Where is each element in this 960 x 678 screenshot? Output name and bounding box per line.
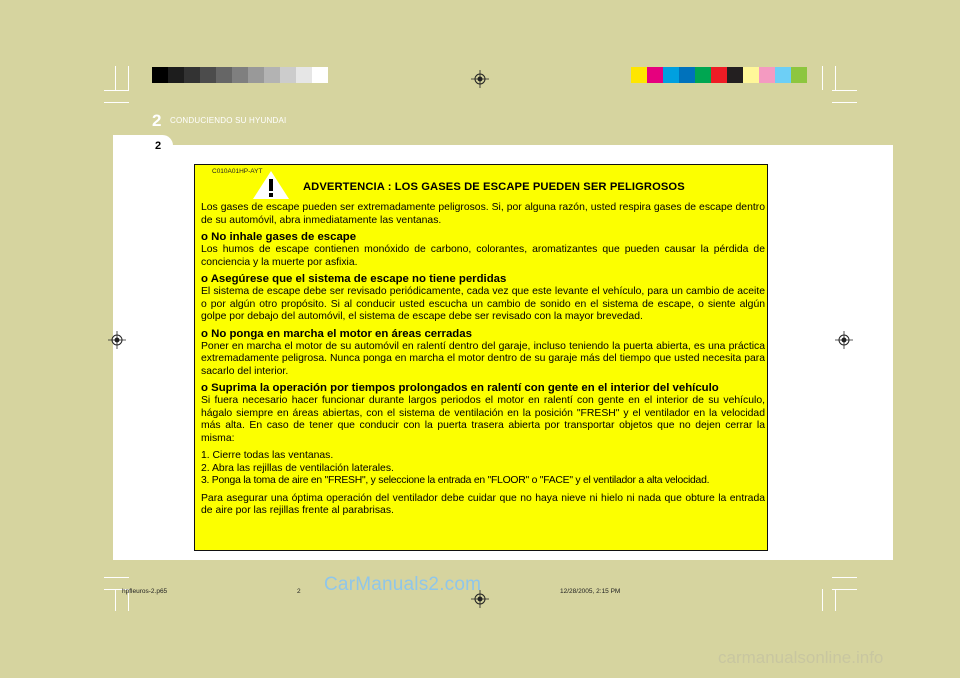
warning-closing: Para asegurar una óptima operación del ventilador debe cuidar que no haya nieve ni hielo ni nada que obture la entrada de aire por las rejillas frente al parabrisas. [201, 492, 765, 516]
crop-mark [128, 66, 129, 90]
warning-intro: Los gases de escape pueden ser extremadamente peligrosos. Si, por alguna razón, usted respira gases de escape dentro de su automóvil, abra inmediatamente las ventanas. [201, 202, 765, 226]
color-swatch [647, 67, 663, 83]
color-swatch [775, 67, 791, 83]
crop-mark [835, 589, 836, 611]
warning-title: ADVERTENCIA : LOS GASES DE ESCAPE PUEDEN SER PELIGROSOS [303, 181, 685, 193]
chapter-tab [113, 135, 173, 156]
crop-mark [115, 66, 116, 90]
crop-mark [104, 102, 129, 103]
process-color-bar [631, 67, 807, 83]
color-swatch [743, 67, 759, 83]
section-heading: o No inhale gases de escape [201, 231, 357, 243]
crop-mark [115, 589, 116, 611]
color-swatch [232, 67, 248, 83]
color-swatch [264, 67, 280, 83]
grayscale-color-bar [152, 67, 328, 83]
step-item: 2. Abra las rejillas de ventilación laterales. [201, 462, 394, 474]
step-item: 1. Cierre todas las ventanas. [201, 450, 334, 461]
color-swatch [200, 67, 216, 83]
section-heading: o No ponga en marcha el motor en áreas cerradas [201, 327, 472, 340]
warning-body [201, 202, 765, 518]
crop-mark [822, 66, 823, 90]
footer-timestamp: 12/28/2005, 2:15 PM [560, 588, 621, 595]
tab-page-number: 2 [155, 140, 162, 152]
color-swatch [695, 67, 711, 83]
footer-filename: hpfleuros-2.p65 [122, 588, 168, 595]
crop-mark [832, 90, 857, 91]
crop-mark [104, 90, 129, 91]
color-swatch [791, 67, 807, 83]
color-swatch [631, 67, 647, 83]
color-swatch [679, 67, 695, 83]
color-swatch [727, 67, 743, 83]
chapter-number: 2 [152, 111, 162, 130]
registration-target-icon [108, 331, 126, 349]
color-swatch [759, 67, 775, 83]
footer-page-number: 2 [297, 588, 301, 595]
color-swatch [216, 67, 232, 83]
section-text: El sistema de escape debe ser revisado periódicamente, cada vez que este levante el vehículo, para un cambio de aceite o por algún otro propósito. Si al conducir usted escucha un cambio de sonido en el sistema de escape, o siente algún golpe por debajo del automóvil, el sistema de escape debe ser revisado con la mayor brevedad. [201, 286, 765, 322]
crop-mark [835, 66, 836, 90]
color-swatch [168, 67, 184, 83]
section-text: Los humos de escape contienen monóxido de carbono, colorantes, aromatizantes que pueden causar la pérdida de conciencia y la muerte por asfixia. [201, 244, 765, 268]
section-code: C010A01HP-AYT [212, 168, 263, 175]
crop-mark [104, 577, 129, 578]
step-item: 3. Ponga la toma de aire en "FRESH", y seleccione la entrada en "FLOOR" o "FACE" y el ventilador a alta velocidad. [201, 475, 710, 486]
color-swatch [296, 67, 312, 83]
registration-target-icon [471, 70, 489, 88]
color-swatch [248, 67, 264, 83]
crop-mark [832, 102, 857, 103]
color-swatch [184, 67, 200, 83]
section-text: Si fuera necesario hacer funcionar durante largos periodos el motor en ralentí con gente en el interior de su vehículo, hágalo siempre en áreas abiertas, con el sistema de ventilación en la posición "FRESH" y el ventilador en la velocidad más alta. En caso de tener que conducir con la puerta trasera abierta por transportar objetos que no dejen cerrar la misma: [201, 395, 765, 444]
chapter-title: CONDUCIENDO SU HYUNDAI [170, 116, 287, 125]
section-heading: o Suprima la operación por tiempos prolongados en ralentí con gente en el interior del vehículo [201, 382, 719, 394]
crop-mark [832, 577, 857, 578]
warning-triangle-icon [252, 170, 290, 200]
color-swatch [663, 67, 679, 83]
registration-target-icon [835, 331, 853, 349]
color-swatch [280, 67, 296, 83]
color-swatch [711, 67, 727, 83]
color-swatch [312, 67, 328, 83]
carmanuals-watermark-link[interactable]: CarManuals2.com [324, 574, 482, 595]
section-text: Poner en marcha el motor de su automóvil en ralentí dentro del garaje, incluso teniendo la puerta abierta, es una práctica extremadamente peligrosa. Nunca ponga en marcha el motor dentro de su garaje más del tiempo que usted necesita para sacarlo del interior. [201, 340, 765, 377]
color-swatch [152, 67, 168, 83]
carmanualsonline-watermark-link[interactable]: carmanualsonline.info [718, 648, 884, 667]
section-heading: o Asegúrese que el sistema de escape no tiene perdidas [201, 273, 507, 285]
crop-mark [822, 589, 823, 611]
